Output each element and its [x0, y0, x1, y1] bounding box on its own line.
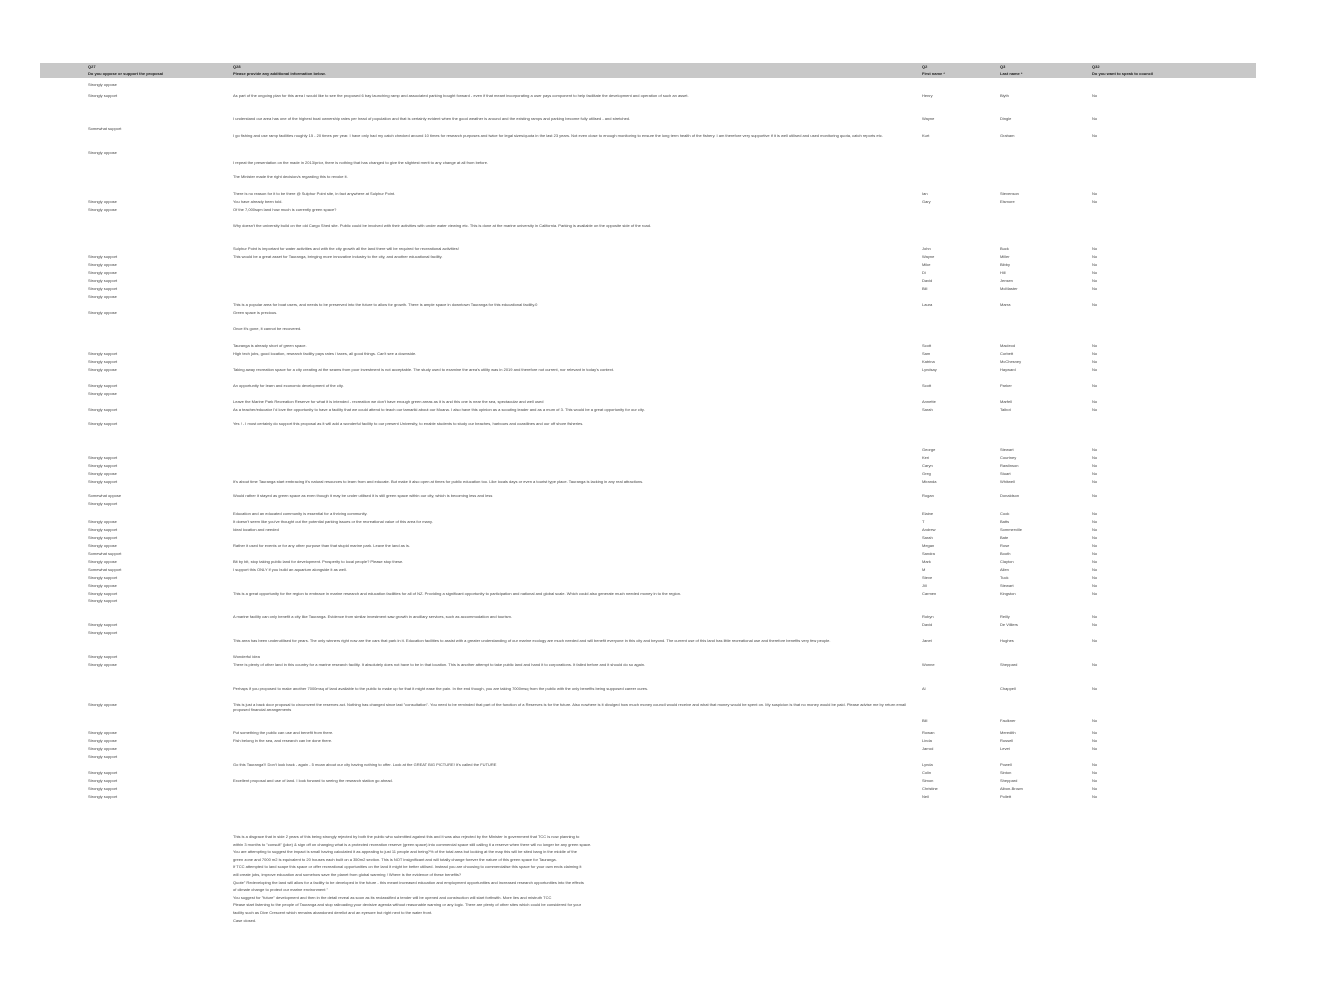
speak-to-council-cell: No [1092, 511, 1098, 516]
speak-to-council-cell: No [1092, 191, 1098, 196]
first-name-cell: Al [922, 686, 926, 691]
support-level-cell: Strongly oppose [88, 662, 117, 667]
support-level-cell: Strongly oppose [88, 559, 117, 564]
last-name-cell: Rawlinson [1000, 463, 1019, 468]
long-comment-line: This is a disgrace that in side 2 years of this being strongly rejected by both the public who submitted against this and it was also rejected by the Minister in government that TCC is now planning to [233, 834, 580, 839]
support-level-cell: Strongly oppose [88, 471, 117, 476]
first-name-cell: Andrew [922, 527, 936, 532]
speak-to-council-cell: No [1092, 762, 1098, 767]
comment-cell: It's about time Tauranga start embracing it's natural resources to learn from and educate. But make it also open at times for public education too. Like locals days or even a tourist type place. Tauranga is lacking in any real attractions. [233, 479, 644, 484]
last-name-cell: Jensen [1000, 278, 1013, 283]
last-name-cell: Allen [1000, 567, 1009, 572]
last-name-cell: Donaldson [1000, 493, 1020, 498]
speak-to-council-cell: No [1092, 551, 1098, 556]
comment-cell: This area has been underutilised for years. The only winners right now are the cars that park in it. Education facilities to assist with a greater understanding of our marine ecology are much needed and will benefit everyone in this city and beyond. The current use of this land has little recreational use and therefore benefits very few people. [233, 638, 831, 643]
comment-cell: Rather it used for events or for any other purpose than that stupid marine park. Leave the land as is. [233, 543, 410, 548]
support-level-cell: Strongly support [88, 575, 118, 580]
support-level-cell: Strongly oppose [88, 367, 117, 372]
last-name-cell: Powell [1000, 762, 1012, 767]
first-name-cell: Sandra [922, 551, 935, 556]
speak-to-council-cell: No [1092, 479, 1098, 484]
last-name-cell: Hill [1000, 270, 1006, 275]
support-level-cell: Strongly support [88, 630, 118, 635]
support-level-cell: Strongly oppose [88, 746, 117, 751]
last-name-cell: Faulkner [1000, 718, 1016, 723]
support-level-cell: Strongly support [88, 479, 118, 484]
speak-to-council-cell: No [1092, 278, 1098, 283]
speak-to-council-cell: No [1092, 254, 1098, 259]
support-level-cell: Strongly oppose [88, 310, 117, 315]
comment-cell: Wonderful idea [233, 654, 260, 659]
header-q3-text: Last name * [1000, 71, 1023, 76]
support-level-cell: Strongly oppose [88, 207, 117, 212]
last-name-cell: Marra [1000, 302, 1011, 307]
last-name-cell: Parker [1000, 383, 1012, 388]
support-level-cell: Strongly support [88, 501, 118, 506]
last-name-cell: Marfell [1000, 399, 1013, 404]
first-name-cell: Caryn [922, 463, 933, 468]
header-q32-text: Do you want to speak to council [1092, 71, 1154, 76]
speak-to-council-cell: No [1092, 794, 1098, 799]
last-name-cell: Clayton [1000, 559, 1014, 564]
speak-to-council-cell: No [1092, 519, 1098, 524]
last-name-cell: Rose [1000, 543, 1010, 548]
last-name-cell: Corbett [1000, 351, 1014, 356]
last-name-cell: Courtney [1000, 455, 1017, 460]
comment-cell: Put something the public can use and benefit from there. [233, 730, 334, 735]
support-level-cell: Somewhat oppose [88, 493, 122, 498]
first-name-cell: Rowan [922, 730, 935, 735]
first-name-cell: Laura [922, 302, 933, 307]
last-name-cell: Bate [1000, 535, 1009, 540]
speak-to-council-cell: No [1092, 567, 1098, 572]
last-name-cell: Cook [1000, 511, 1010, 516]
long-comment-line: Quote" Redeveloping the land will allow for a facility to be developed in the future - this meant increased education and employment opportunities and increased research opportunities into the effects [233, 879, 584, 885]
header-q27-text: Do you oppose or support the proposal [88, 71, 164, 76]
long-comment-line: facility such as Dive Crescent which remains abandoned derelict and an eyesore but right next to the water front. [233, 909, 433, 915]
comment-cell: There is plenty of other land in this country for a marine research facility. It absolutely does not have to be in that location. This is another attempt to take public land and hand it to corporations. It failed before and it should do so again. [233, 662, 646, 667]
long-comment-block [233, 833, 923, 924]
first-name-cell: Gary [922, 199, 931, 204]
first-name-cell: Annette [922, 399, 936, 404]
support-level-cell: Strongly oppose [88, 519, 117, 524]
header-q28-text: Please provide any additional information below. [233, 71, 326, 76]
first-name-cell: Simon [922, 778, 934, 783]
comment-cell: As a teacher/educator I'd love the opportunity to have a facility that we could attend to teach our tamariki about our Moana. I also have this opinion as a scouting leader and as a mum of 3. This would be a great opportunity for our city. [233, 407, 645, 412]
speak-to-council-cell: No [1092, 286, 1098, 291]
long-comment-line: green zone and 7000 m2 is equivalent to 20 houses each built on a 350m2 section. This is NOT insignificant and will totally change forever the nature of this green space for Tauranga. [233, 856, 557, 862]
last-name-cell: Sinton [1000, 770, 1012, 775]
speak-to-council-cell: No [1092, 455, 1098, 460]
speak-to-council-cell: No [1092, 343, 1098, 348]
first-name-cell: Jill [922, 583, 927, 588]
support-level-cell: Strongly support [88, 421, 118, 426]
speak-to-council-cell: No [1092, 399, 1098, 404]
comment-cell: This would be a great asset for Tauranga, bringing more innovative industry to the city, and another educational facility. [233, 254, 443, 259]
support-level-cell: Strongly support [88, 527, 118, 532]
support-level-cell: Strongly support [88, 770, 118, 775]
comment-cell: Would rather it stayed as green space as even though it may be under utilised it is still green space within our city, which is becoming less and less [233, 493, 493, 498]
support-level-cell: Strongly oppose [88, 391, 117, 396]
comment-cell: Leave the Marine Park Recreation Reserve for what it is intended - recreation we don't have enough green areas as it is and this one is near the sea, spectacular and well used [233, 399, 544, 404]
last-name-cell: McChesney [1000, 359, 1022, 364]
speak-to-council-cell: No [1092, 246, 1098, 251]
first-name-cell: David [922, 622, 933, 627]
speak-to-council-cell: No [1092, 614, 1098, 619]
header-q32-code: Q32 [1092, 64, 1100, 69]
comment-cell: This is just a back door proposal to circumvent the reserves act. Nothing has changed since last "consultation". You need to be reminded that part of the function of a Reserves is for the future. Also nowhere is it divulged how much money council would receive and what that money would be spent on. My suspicion is that no money would be paid. Please advise me by return email proposed financial arrangements [233, 702, 906, 712]
speak-to-council-cell: No [1092, 262, 1098, 267]
first-name-cell: Janet [922, 638, 932, 643]
support-level-cell: Strongly support [88, 351, 118, 356]
first-name-cell: Robyn [922, 614, 934, 619]
support-level-cell: Strongly oppose [88, 583, 117, 588]
last-name-cell: Miller [1000, 254, 1010, 259]
comment-cell: I support this ONLY if you build an aquarium alongside it as well. [233, 567, 347, 572]
first-name-cell: Rogan [922, 493, 934, 498]
first-name-cell: Greg [922, 471, 931, 476]
speak-to-council-cell: No [1092, 302, 1098, 307]
comment-cell: Education and an educated community is essential for a thriving community. [233, 511, 368, 516]
support-level-cell: Strongly support [88, 598, 118, 603]
last-name-cell: Elsmore [1000, 199, 1015, 204]
speak-to-council-cell: No [1092, 770, 1098, 775]
speak-to-council-cell: No [1092, 583, 1098, 588]
support-level-cell: Strongly oppose [88, 730, 117, 735]
speak-to-council-cell: No [1092, 493, 1098, 498]
first-name-cell: Sam [922, 351, 931, 356]
comment-cell: Ideal location and needed [233, 527, 279, 532]
last-name-cell: Hayward [1000, 367, 1016, 372]
header-q28-code: Q28 [233, 64, 241, 69]
last-name-cell: Reilly [1000, 614, 1010, 619]
support-level-cell: Strongly support [88, 794, 118, 799]
last-name-cell: Chappell [1000, 686, 1016, 691]
first-name-cell: Sarah [922, 407, 933, 412]
comment-cell: It doesn't seem like you've thought out the potential parking issues or the recreational value of this area for many. [233, 519, 433, 524]
long-comment-line: within 3 months to "consult" (joke) & sign off on changing what is a protected recreation reserve (green space) into commercial space still calling it a reserve when there will no longer be any green space. [233, 841, 592, 847]
last-name-cell: McMaster [1000, 286, 1018, 291]
long-comment-line: You are attempting to suggest the impact is small having calculated it as appealing to just 11 people and being?% of the total area but looking at the map this will be sited bang in the middle of the [233, 849, 577, 855]
last-name-cell: Tuck [1000, 575, 1009, 580]
support-level-cell: Strongly oppose [88, 702, 117, 707]
comment-cell: High tech jobs, good location, research facility pays rates / taxes, all good things. Can't see a downside. [233, 351, 417, 356]
speak-to-council-cell: No [1092, 543, 1098, 548]
last-name-cell: Meredith [1000, 730, 1016, 735]
first-name-cell: Scott [922, 343, 932, 348]
speak-to-council-cell: No [1092, 270, 1098, 275]
first-name-cell: Lynda [922, 762, 933, 767]
last-name-cell: Kingston [1000, 591, 1016, 596]
long-comment-line: Case closed. [233, 917, 257, 923]
first-name-cell: Henry [922, 93, 933, 98]
speak-to-council-cell: No [1092, 622, 1098, 627]
comment-cell: An opportunity for learn and economic development of the city. [233, 383, 344, 388]
speak-to-council-cell: No [1092, 686, 1098, 691]
first-name-cell: Keri [922, 455, 930, 460]
header-q27-code: Q27 [88, 64, 96, 69]
first-name-cell: Wayne [922, 116, 935, 121]
long-comment-line: You suggest for "future" development and then in the detail reveal as soon as its reclassified a tender will be opened and construction will start forthwith. More lies and mistruth TCC [233, 894, 552, 900]
comment-cell: Of the 7,000sqm land how much is currently green space? [233, 207, 337, 212]
long-comment-line: of climate change to protect our marine environment " [233, 887, 329, 893]
support-level-cell: Strongly oppose [88, 262, 117, 267]
last-name-cell: De Villiers [1000, 622, 1018, 627]
speak-to-council-cell: No [1092, 447, 1098, 452]
comment-cell: The Minister made the right decision/s regarding this to revoke it. [233, 174, 348, 179]
speak-to-council-cell: No [1092, 133, 1098, 138]
first-name-cell: David [922, 278, 933, 283]
first-name-cell: Wonne [922, 662, 935, 667]
speak-to-council-cell: No [1092, 730, 1098, 735]
last-name-cell: Albon-Brown [1000, 786, 1023, 791]
support-level-cell: Strongly support [88, 359, 118, 364]
last-name-cell: Graham [1000, 133, 1015, 138]
header-q2-code: Q2 [922, 64, 928, 69]
last-name-cell: Russell [1000, 738, 1014, 743]
comment-cell: Tauranga is already short of green space. [233, 343, 307, 348]
comment-cell: I go fishing and use ramp facilities roughly 15 - 20 times per year. I have only had my catch checked around 10 times for research purposes and twice for legal sizes/quota in the last 23 years. Not even close to enough monitoring to ensure the long term health of the fishery. I am therefore very supportive if it is well utilised and used monitoring quota, catch reports etc. [233, 133, 883, 138]
support-level-cell: Strongly oppose [88, 270, 117, 275]
speak-to-council-cell: No [1092, 786, 1098, 791]
support-level-cell: Strongly support [88, 591, 118, 596]
comment-cell: Yes ! - I most certainly do support this proposal as it will add a wonderful facility to our present University, to enable students to study our beaches, harbours and coastlines and our off shore fisheries. [233, 421, 584, 426]
speak-to-council-cell: No [1092, 199, 1098, 204]
comment-cell: Excellent proposal and use of land. I look forward to seeing the research station go ahead. [233, 778, 393, 783]
last-name-cell: Stuart [1000, 471, 1011, 476]
first-name-cell: Steve [922, 575, 933, 580]
comment-cell: This is a popular area for boat users, and needs to be preserved into the future to allow for growth. There is ample space in downtown Tauranga for this educational facility.0 [233, 302, 538, 307]
support-level-cell: Strongly support [88, 778, 118, 783]
long-comment-line: Please start listening to the people of Tauranga and stop railroading your devisive agenda without reasonable warning or any logic. There are plenty of other sites which could be considered for your [233, 902, 582, 908]
support-level-cell: Strongly oppose [88, 738, 117, 743]
comment-cell: Once it's gone, it cannot be recovered. [233, 326, 302, 331]
speak-to-council-cell: No [1092, 351, 1098, 356]
last-name-cell: Stewart [1000, 447, 1014, 452]
support-level-cell: Strongly support [88, 383, 118, 388]
speak-to-council-cell: No [1092, 662, 1098, 667]
first-name-cell: Colin [922, 770, 932, 775]
last-name-cell: Pollett [1000, 794, 1012, 799]
last-name-cell: Whitwell [1000, 479, 1015, 484]
first-name-cell: Lyndsay [922, 367, 937, 372]
comment-cell: There is no reason for it to be there @ Sulphur Point site, in fact anywhere at Sulphur Point. [233, 191, 396, 196]
last-name-cell: Hughes [1000, 638, 1014, 643]
last-name-cell: Stewart [1000, 583, 1014, 588]
header-q2-text: First name * [922, 71, 945, 76]
support-level-cell: Strongly oppose [88, 150, 117, 155]
comment-cell: Taking away recreation space for a city creating at the seams from poor investment is not acceptable. The study used to examine the area's utility was in 2019 and therefore not current, nor relevant in today's context. [233, 367, 614, 372]
comment-cell: I repeat the presentation on the made in 2013/prior, there is nothing that has changed to give the slightest merit to any change at all from before. [233, 160, 489, 165]
long-comment-line: will create jobs, improve education and somehow save the planet from global warming ! Where is the evidence of these benefits? [233, 871, 462, 877]
last-name-cell: Sheppard [1000, 778, 1018, 783]
comment-cell: As part of the ongoing plan for this area I would like to see the proposed 6 bay launching ramp and associated parking bought forward - even if that meant incorporating a user pays component to help facilitate the development and operation of such an asset. [233, 93, 689, 98]
first-name-cell: Scott [922, 383, 932, 388]
long-comment-line: If TCC attempted to land scape this space or offer recreational opportunities on the land it might be better utilised. Instead you are choosing to commercialise this space for your own ends claiming it [233, 864, 582, 870]
support-level-cell: Strongly support [88, 463, 118, 468]
last-name-cell: Sheppard [1000, 662, 1018, 667]
support-level-cell: Strongly oppose [88, 294, 117, 299]
last-name-cell: Dingle [1000, 116, 1012, 121]
speak-to-council-cell: No [1092, 559, 1098, 564]
speak-to-council-cell: No [1092, 738, 1098, 743]
first-name-cell: Kurt [922, 133, 930, 138]
speak-to-council-cell: No [1092, 778, 1098, 783]
comment-cell: Go this Tauranga'!! Don't look back - again - 5 moan about our city having nothing to offer. Look at the GREAT BIG PICTURE! It's called the FUTURE [233, 762, 497, 767]
support-level-cell: Strongly support [88, 407, 118, 412]
comment-cell: Perhaps if you proposed to make another 7000msq of land available to the public to make up for that it might ease the pain. In the end though, you are taking 7000msq from the public with the only benefits being supposed career cures. [233, 686, 649, 691]
first-name-cell: T [922, 519, 925, 524]
support-level-cell: Somewhat support [88, 567, 122, 572]
comment-cell: Sulphur Point is important for water activities and with the city growth all the land there will be required for recreational activities! [233, 246, 459, 251]
first-name-cell: Wayne [922, 254, 935, 259]
first-name-cell: Miranda [922, 479, 937, 484]
first-name-cell: Jarrod [922, 746, 934, 751]
first-name-cell: Christine [922, 786, 938, 791]
first-name-cell: George [922, 447, 936, 452]
support-level-cell: Strongly support [88, 754, 118, 759]
last-name-cell: Levet [1000, 746, 1010, 751]
last-name-cell: Sommerville [1000, 527, 1023, 532]
speak-to-council-cell: No [1092, 591, 1098, 596]
speak-to-council-cell: No [1092, 746, 1098, 751]
comment-cell: This is a great opportunity for the region to embrace in marine research and education facilities for all of NZ. Providing a significant opportunity to participation and national and global scale. Which could also generate much needed money in to the region. [233, 591, 682, 596]
first-name-cell: Sarah [922, 535, 933, 540]
comment-cell: Green space is precious. [233, 310, 278, 315]
support-level-cell: Strongly oppose [88, 543, 117, 548]
speak-to-council-cell: No [1092, 575, 1098, 580]
first-name-cell: Elaine [922, 511, 934, 516]
first-name-cell: Katrina [922, 359, 935, 364]
speak-to-council-cell: No [1092, 527, 1098, 532]
first-name-cell: M [922, 567, 926, 572]
first-name-cell: Linda [922, 738, 932, 743]
support-level-cell: Strongly support [88, 455, 118, 460]
comment-cell: I understand our area has one of the highest boat ownership rates per head of population and that is certainly evident when the good weather is around and the existing ramps and parking become fully utilised - and stretched. [233, 116, 631, 121]
speak-to-council-cell: No [1092, 407, 1098, 412]
speak-to-council-cell: No [1092, 367, 1098, 372]
support-level-cell: Strongly support [88, 93, 118, 98]
speak-to-council-cell: No [1092, 718, 1098, 723]
comment-cell: You have already been told. [233, 199, 283, 204]
speak-to-council-cell: No [1092, 383, 1098, 388]
speak-to-council-cell: No [1092, 638, 1098, 643]
first-name-cell: Neil [922, 794, 929, 799]
comment-cell: Fish belong in the sea, and research can be done there. [233, 738, 333, 743]
speak-to-council-cell: No [1092, 359, 1098, 364]
header-band [40, 63, 1256, 78]
first-name-cell: Bill [922, 286, 928, 291]
support-level-cell: Strongly support [88, 535, 118, 540]
speak-to-council-cell: No [1092, 535, 1098, 540]
support-level-cell: Strongly support [88, 254, 118, 259]
last-name-cell: Macleod [1000, 343, 1016, 348]
support-level-cell: Strongly support [88, 786, 118, 791]
support-level-cell: Strongly oppose [88, 199, 117, 204]
first-name-cell: Ian [922, 191, 928, 196]
last-name-cell: Batts [1000, 519, 1010, 524]
support-level-cell: Strongly support [88, 654, 118, 659]
first-name-cell: John [922, 246, 931, 251]
first-name-cell: Mark [922, 559, 931, 564]
support-level-cell: Strongly support [88, 278, 118, 283]
last-name-cell: Talbot [1000, 407, 1011, 412]
speak-to-council-cell: No [1092, 116, 1098, 121]
support-level-cell: Somewhat support [88, 551, 122, 556]
last-name-cell: Bibby [1000, 262, 1011, 267]
speak-to-council-cell: No [1092, 471, 1098, 476]
header-q3-code: Q3 [1000, 64, 1006, 69]
last-name-cell: Blyth [1000, 93, 1009, 98]
speak-to-council-cell: No [1092, 93, 1098, 98]
support-level-cell: Strongly oppose [88, 82, 117, 87]
support-level-cell: Strongly support [88, 286, 118, 291]
first-name-cell: Bill [922, 718, 928, 723]
last-name-cell: Stevenson [1000, 191, 1019, 196]
comment-cell: A marine facility can only benefit a city like Tauranga. Evidence from similar investment saw growth in ancillary services, such as accommodation and tourism. [233, 614, 512, 619]
last-name-cell: Booth [1000, 551, 1011, 556]
comment-cell: Bit by bit, stop taking public land for development. Prosperity to local people? Please stop these. [233, 559, 404, 564]
first-name-cell: Carmen [922, 591, 937, 596]
comment-cell: Why doesn't the university build on the old Cargo Shed site. Public could be involved with their activities with under water viewing etc. This is done at the marine university in California. Parking is available on the opposite side of the road. [233, 223, 652, 228]
first-name-cell: Megan [922, 543, 935, 548]
first-name-cell: Di [922, 270, 926, 275]
support-level-cell: Somewhat support [88, 126, 122, 131]
first-name-cell: Mike [922, 262, 931, 267]
support-level-cell: Strongly support [88, 622, 118, 627]
speak-to-council-cell: No [1092, 463, 1098, 468]
last-name-cell: Buck [1000, 246, 1009, 251]
